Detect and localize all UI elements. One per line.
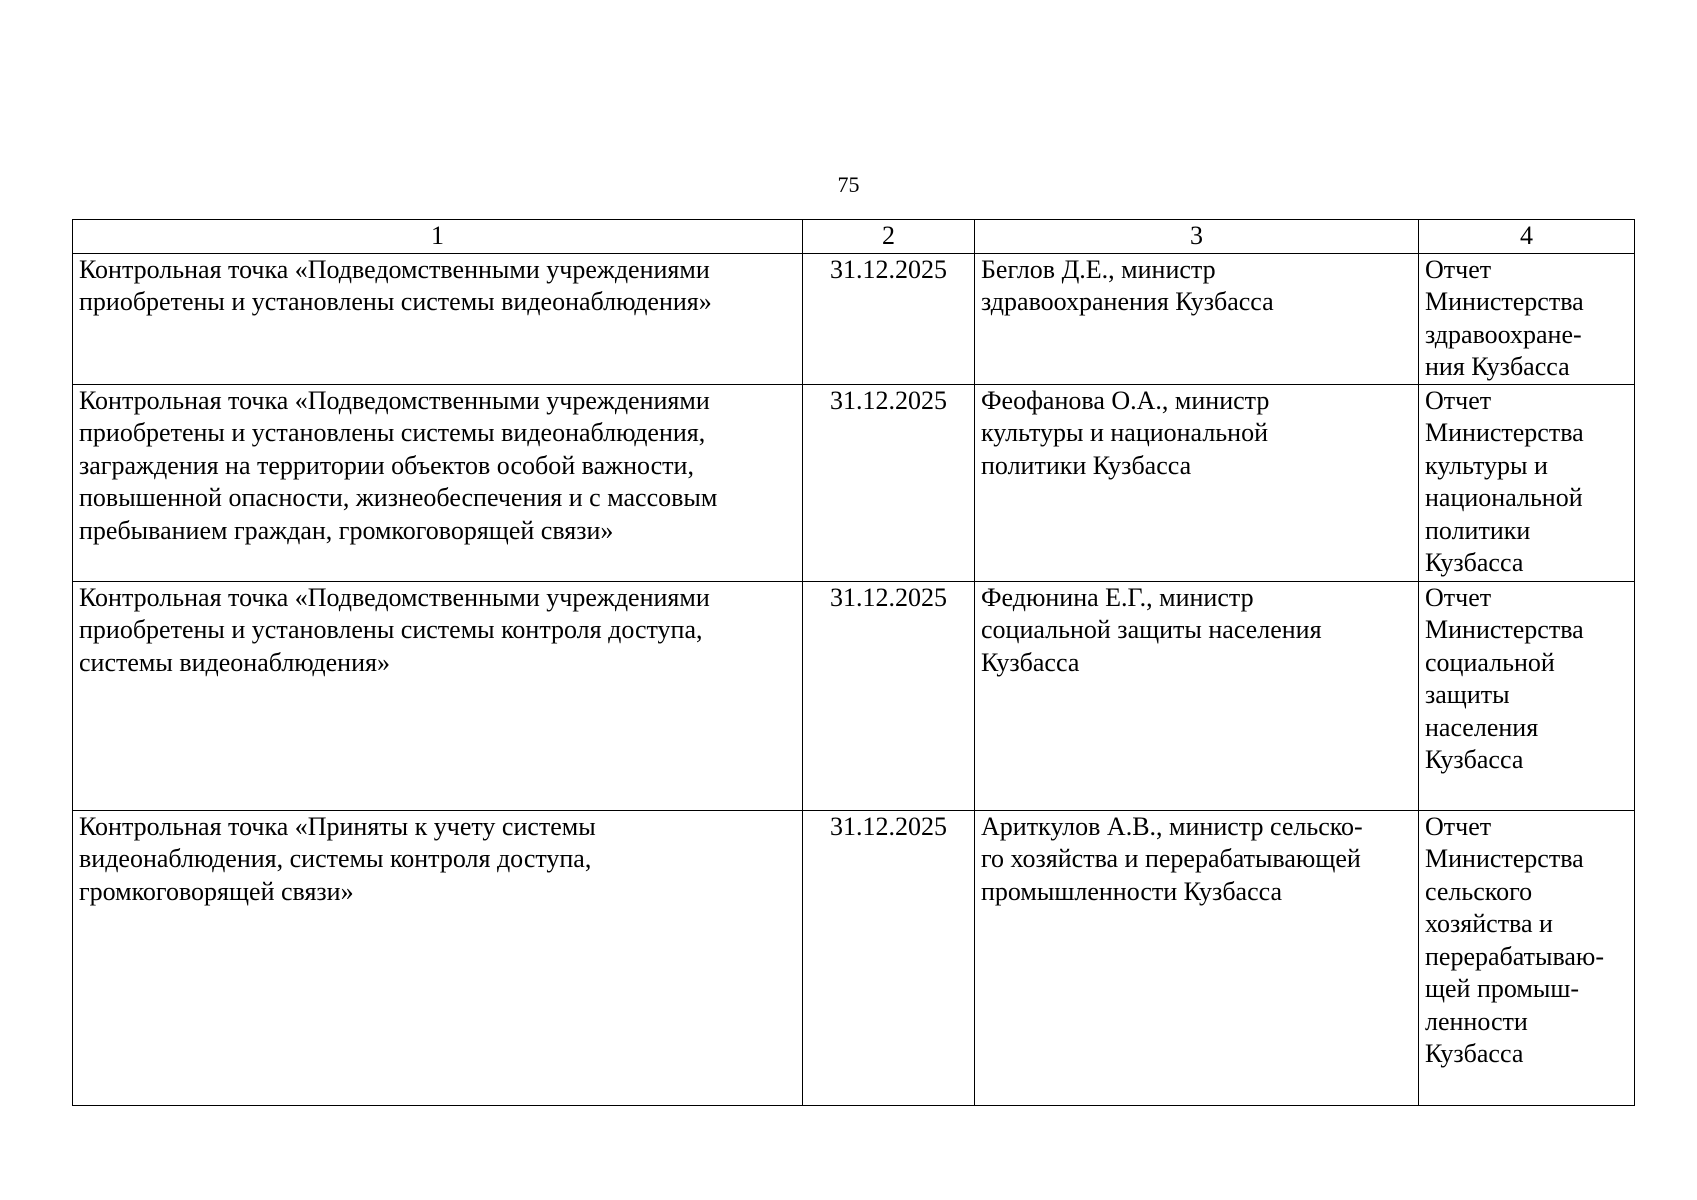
column-number-4: 4 [1419, 220, 1635, 254]
table-row [73, 253, 1635, 384]
event-text: Контрольная точка «Подведомственными учреждениями приобретены и установлены системы видеонаблюдения, заграждения на территории объектов особой важности, повышенной опасности, жизнеобеспечения и с массовым пребыванием граждан, громкоговорящей связи» [79, 385, 718, 545]
responsible-cell [975, 810, 1419, 1105]
date-cell: 31.12.2025 [803, 253, 975, 384]
event-text: Контрольная точка «Приняты к учету системы видеонаблюдения, системы контроля доступа, громкоговорящей связи» [79, 811, 596, 906]
control-points-table [72, 219, 1635, 1106]
document-text: Отчет Министерства социальной защиты населения Кузбасса [1425, 582, 1584, 774]
document-cell [1419, 810, 1635, 1105]
column-number-2: 2 [803, 220, 975, 254]
event-cell [73, 581, 803, 810]
responsible-text: Федюнина Е.Г., министр социальной защиты населения Кузбасса [981, 582, 1322, 677]
responsible-cell [975, 384, 1419, 581]
event-text: Контрольная точка «Подведомственными учреждениями приобретены и установлены системы видеонаблюдения» [79, 254, 712, 316]
document-text: Отчет Министерства здравоохране- ния Кузбасса [1425, 254, 1584, 381]
column-number-1: 1 [73, 220, 803, 254]
event-text: Контрольная точка «Подведомственными учреждениями приобретены и установлены системы контроля доступа, системы видеонаблюдения» [79, 582, 710, 677]
date-cell: 31.12.2025 [803, 810, 975, 1105]
document-cell [1419, 384, 1635, 581]
table-row [73, 384, 1635, 581]
document-text: Отчет Министерства сельского хозяйства и перерабатываю- щей промыш- ленности Кузбасса [1425, 811, 1605, 1068]
responsible-text: Ариткулов А.В., министр сельско- го хозяйства и перерабатывающей промышленности Кузбасса [981, 811, 1363, 906]
page-number: 75 [837, 172, 860, 197]
document-cell [1419, 581, 1635, 810]
event-cell [73, 384, 803, 581]
event-cell [73, 810, 803, 1105]
table-header-row [73, 220, 1635, 254]
date-cell: 31.12.2025 [803, 384, 975, 581]
document-cell [1419, 253, 1635, 384]
responsible-cell [975, 253, 1419, 384]
document-text: Отчет Министерства культуры и национальной политики Кузбасса [1425, 385, 1584, 577]
responsible-cell [975, 581, 1419, 810]
event-cell [73, 253, 803, 384]
date-cell: 31.12.2025 [803, 581, 975, 810]
responsible-text: Феофанова О.А., министр культуры и национальной политики Кузбасса [981, 385, 1270, 480]
table-row [73, 810, 1635, 1105]
table-row [73, 581, 1635, 810]
column-number-3: 3 [975, 220, 1419, 254]
responsible-text: Беглов Д.Е., министр здравоохранения Кузбасса [981, 254, 1274, 316]
